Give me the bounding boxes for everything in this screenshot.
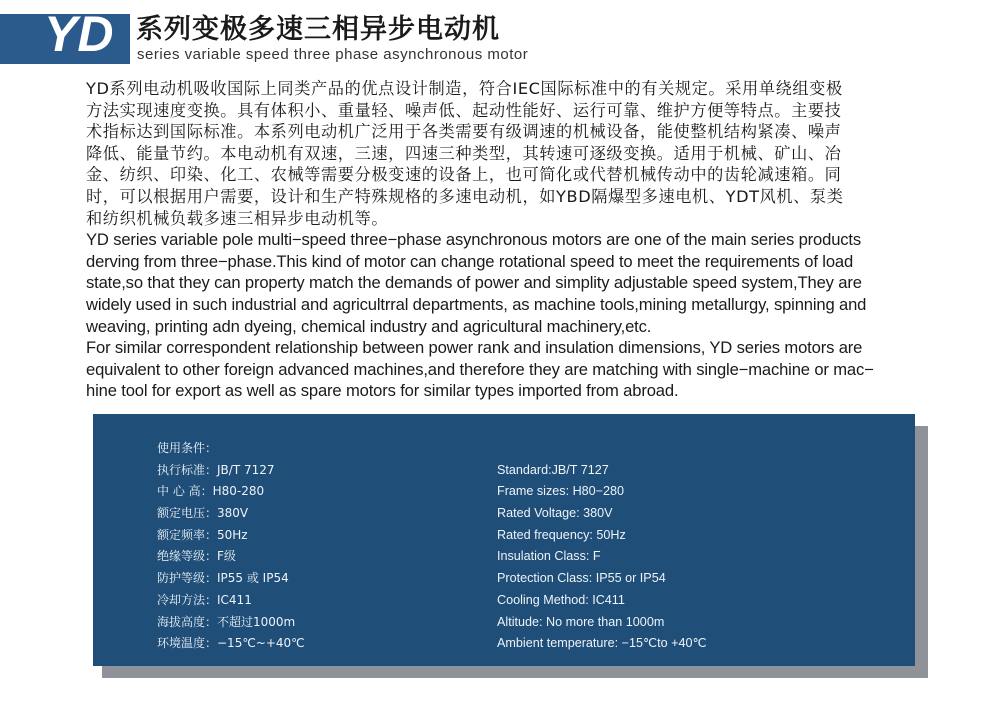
spec-item-cn: 海拔高度：不超过1000m xyxy=(157,614,296,629)
spec-list-english xyxy=(497,438,707,655)
spec-item-cn: 额定频率：50Hz xyxy=(157,527,248,542)
spec-item-en: Frame sizes: H80−280 xyxy=(497,484,625,499)
spec-item-en: Insulation Class: F xyxy=(497,549,601,564)
spec-item-cn: 防护等级：IP55 或 IP54 xyxy=(157,571,289,586)
page-title: 系列变极多速三相异步电动机 xyxy=(136,14,500,45)
spec-list-chinese xyxy=(157,438,305,655)
spec-item-en: Cooling Method: IC411 xyxy=(497,592,625,607)
spec-heading: 使用条件： xyxy=(157,441,218,455)
intro-english-2: For similar correspondent relationship between power rank and insulation dimensions, YD series motors are equivalent to other foreign advanced machines,and therefore they are matching with single−machine or mac− hine tool for export as well as spare motors for similar types imported from abroad. xyxy=(86,338,874,401)
spec-item-en: Altitude: No more than 1000m xyxy=(497,614,665,629)
spec-item-en: Standard:JB/T 7127 xyxy=(497,462,609,477)
model-code: YD xyxy=(44,6,114,62)
page-subtitle: series variable speed three phase asynchronous motor xyxy=(137,46,529,63)
spec-panel xyxy=(93,414,915,666)
spec-item-en: Protection Class: IP55 or IP54 xyxy=(497,571,666,586)
spec-item-cn: 执行标准：JB/T 7127 xyxy=(157,462,275,477)
spec-heading-spacer xyxy=(497,438,707,460)
spec-item-en: Rated frequency: 50Hz xyxy=(497,527,626,542)
spec-item-en: Ambient temperature: −15℃to +40℃ xyxy=(497,636,707,651)
spec-item-en: Rated Voltage: 380V xyxy=(497,506,613,521)
spec-item-cn: 冷却方法：IC411 xyxy=(157,592,252,607)
header xyxy=(0,0,1000,70)
intro-english-1: YD series variable pole multi−speed three−phase asynchronous motors are one of the main series products derving from three−phase.This kind of motor can change rotational speed to meet the requirements of load state,so that they can property match the demands of power and simplity adjustable speed system,They are widely used in such industrial and agricultrral departments, as machine tools,mining metallurgy, spinning and weaving, printing adn dyeing, chemical industry and agricultural machinery,etc. xyxy=(86,230,867,336)
spec-item-cn: 绝缘等级：F级 xyxy=(157,549,236,564)
spec-item-cn: 额定电压：380V xyxy=(157,506,249,521)
intro-text xyxy=(86,78,956,402)
spec-item-cn: 环境温度：−15℃~+40℃ xyxy=(157,636,305,651)
intro-chinese: YD系列电动机吸收国际上同类产品的优点设计制造，符合IEC国际标准中的有关规定。采用单绕组变极 方法实现速度变换。具有体积小、重量轻、噪声低、起动性能好、运行可靠、维护方便等特点。主要技 术指标达到国际标准。本系列电动机广泛用于各类需要有级调速的机械设备，能使整机结构紧凑、噪声 降低、能量节约。本电动机有双速，三速，四速三种类型，其转速可逐级变换。适用于机械、矿山、冶 金、纺织、印染、化工、农械等需要分极变速的设备上，也可简化或代替机械传动中的齿轮减速箱。同 时，可以根据用户需要，设计和生产特殊规格的多速电动机，如YBD隔爆型多速电机、YDT风机、泵类 和纺织机械负载多速三相异步电动机等。 xyxy=(86,79,844,228)
spec-item-cn: 中 心 高：H80-280 xyxy=(157,484,265,499)
